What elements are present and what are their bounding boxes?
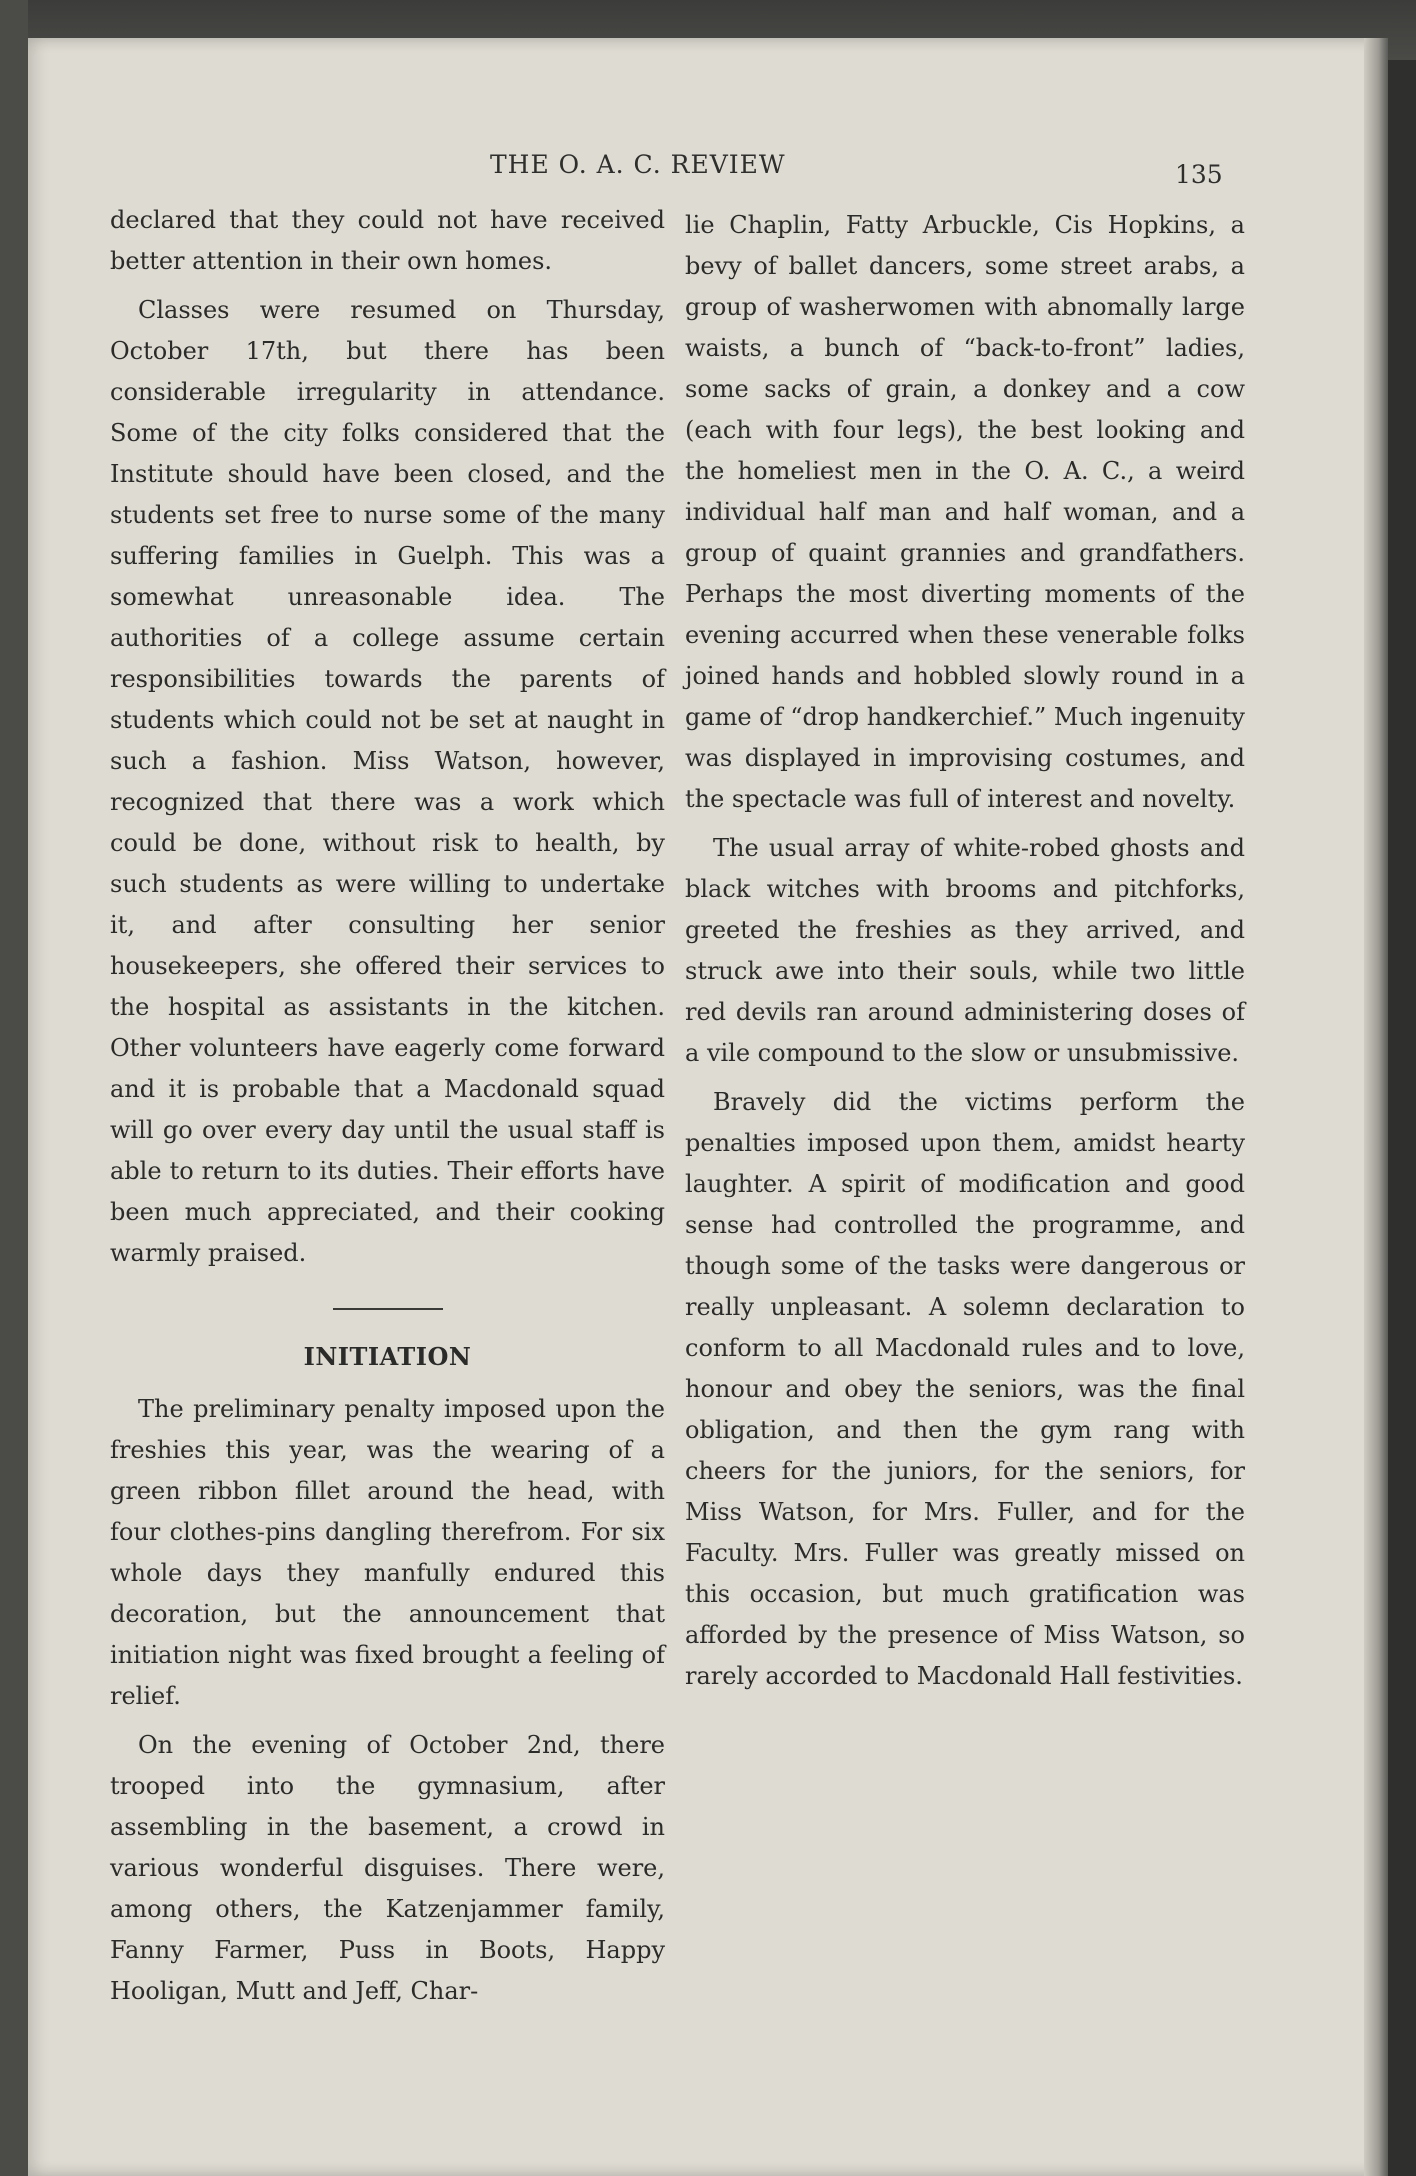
right-column bbox=[685, 205, 1245, 1705]
paragraph: lie Chaplin, Fatty Arbuckle, Cis Hopkins, a bevy of ballet dancers, some street arabs, a group of washerwomen with abnomally large waists, a bunch of “back-to-front” ladies, some sacks of grain, a donkey and a cow (each with four legs), the best looking and the homeliest men in the O. A. C., a weird individual half man and half woman, and a group of quaint grannies and grandfathers. Perhaps the most diverting moments of the evening accurred when these venerable folks joined hands and hobbled slowly round in a game of “drop handkerchief.” Much ingenuity was displayed in improvising costumes, and the spectacle was full of interest and novelty. bbox=[685, 211, 1245, 813]
section-divider bbox=[333, 1308, 443, 1310]
running-title: THE O. A. C. REVIEW bbox=[490, 150, 786, 179]
paragraph: The preliminary penalty imposed upon the freshies this year, was the wearing of a green ribbon fillet around the head, with four clothes-pins dangling therefrom. For six whole days they manfully endured this decoration, but the announcement that initiation night was fixed brought a feeling of relief. bbox=[110, 1395, 665, 1710]
scan-left-edge bbox=[0, 0, 28, 2176]
paragraph: The usual array of white-robed ghosts and black witches with brooms and pitchforks, greeted the freshies as they arrived, and struck awe into their souls, while two little red devils ran around administering doses of a vile compound to the slow or unsubmissive. bbox=[685, 834, 1245, 1067]
page-number: 135 bbox=[1175, 160, 1223, 189]
section-title: INITIATION bbox=[303, 1342, 472, 1371]
paragraph: On the evening of October 2nd, there trooped into the gymnasium, after assembling in the basement, a crowd in various wonderful disguises. There were, among others, the Katzenjammer family, Fanny Farmer, Puss in Boots, Happy Hooligan, Mutt and Jeff, Char- bbox=[110, 1731, 665, 2005]
left-column bbox=[110, 200, 665, 2020]
paragraph: Classes were resumed on Thursday, October 17th, but there has been considerable irregularity in attendance. Some of the city folks considered that the Institute should have been closed, and the students set free to nurse some of the many suffering families in Guelph. This was a somewhat unreasonable idea. The authorities of a college assume certain responsibilities towards the parents of students which could not be set at naught in such a fashion. Miss Watson, however, recognized that there was a work which could be done, without risk to health, by such students as were willing to undertake it, and after consulting her senior housekeepers, she offered their services to the hospital as assistants in the kitchen. Other volunteers have eagerly come forward and it is probable that a Macdonald squad will go over every day until the usual staff is able to return to its duties. Their efforts have been much appreciated, and their cooking warmly praised. bbox=[110, 296, 665, 1267]
page-binding-edge bbox=[1364, 38, 1388, 2176]
paragraph: declared that they could not have received better attention in their own homes. bbox=[110, 206, 665, 275]
paragraph: Bravely did the victims perform the penalties imposed upon them, amidst hearty laughter. A spirit of modification and good sense had controlled the programme, and though some of the tasks were dangerous or really unpleasant. A solemn declaration to conform to all Macdonald rules and to love, honour and obey the seniors, was the final obligation, and then the gym rang with cheers for the juniors, for the seniors, for Miss Watson, for Mrs. Fuller, and for the Faculty. Mrs. Fuller was greatly missed on this occasion, but much gratification was afforded by the presence of Miss Watson, so rarely accorded to Macdonald Hall festivities. bbox=[685, 1088, 1245, 1690]
